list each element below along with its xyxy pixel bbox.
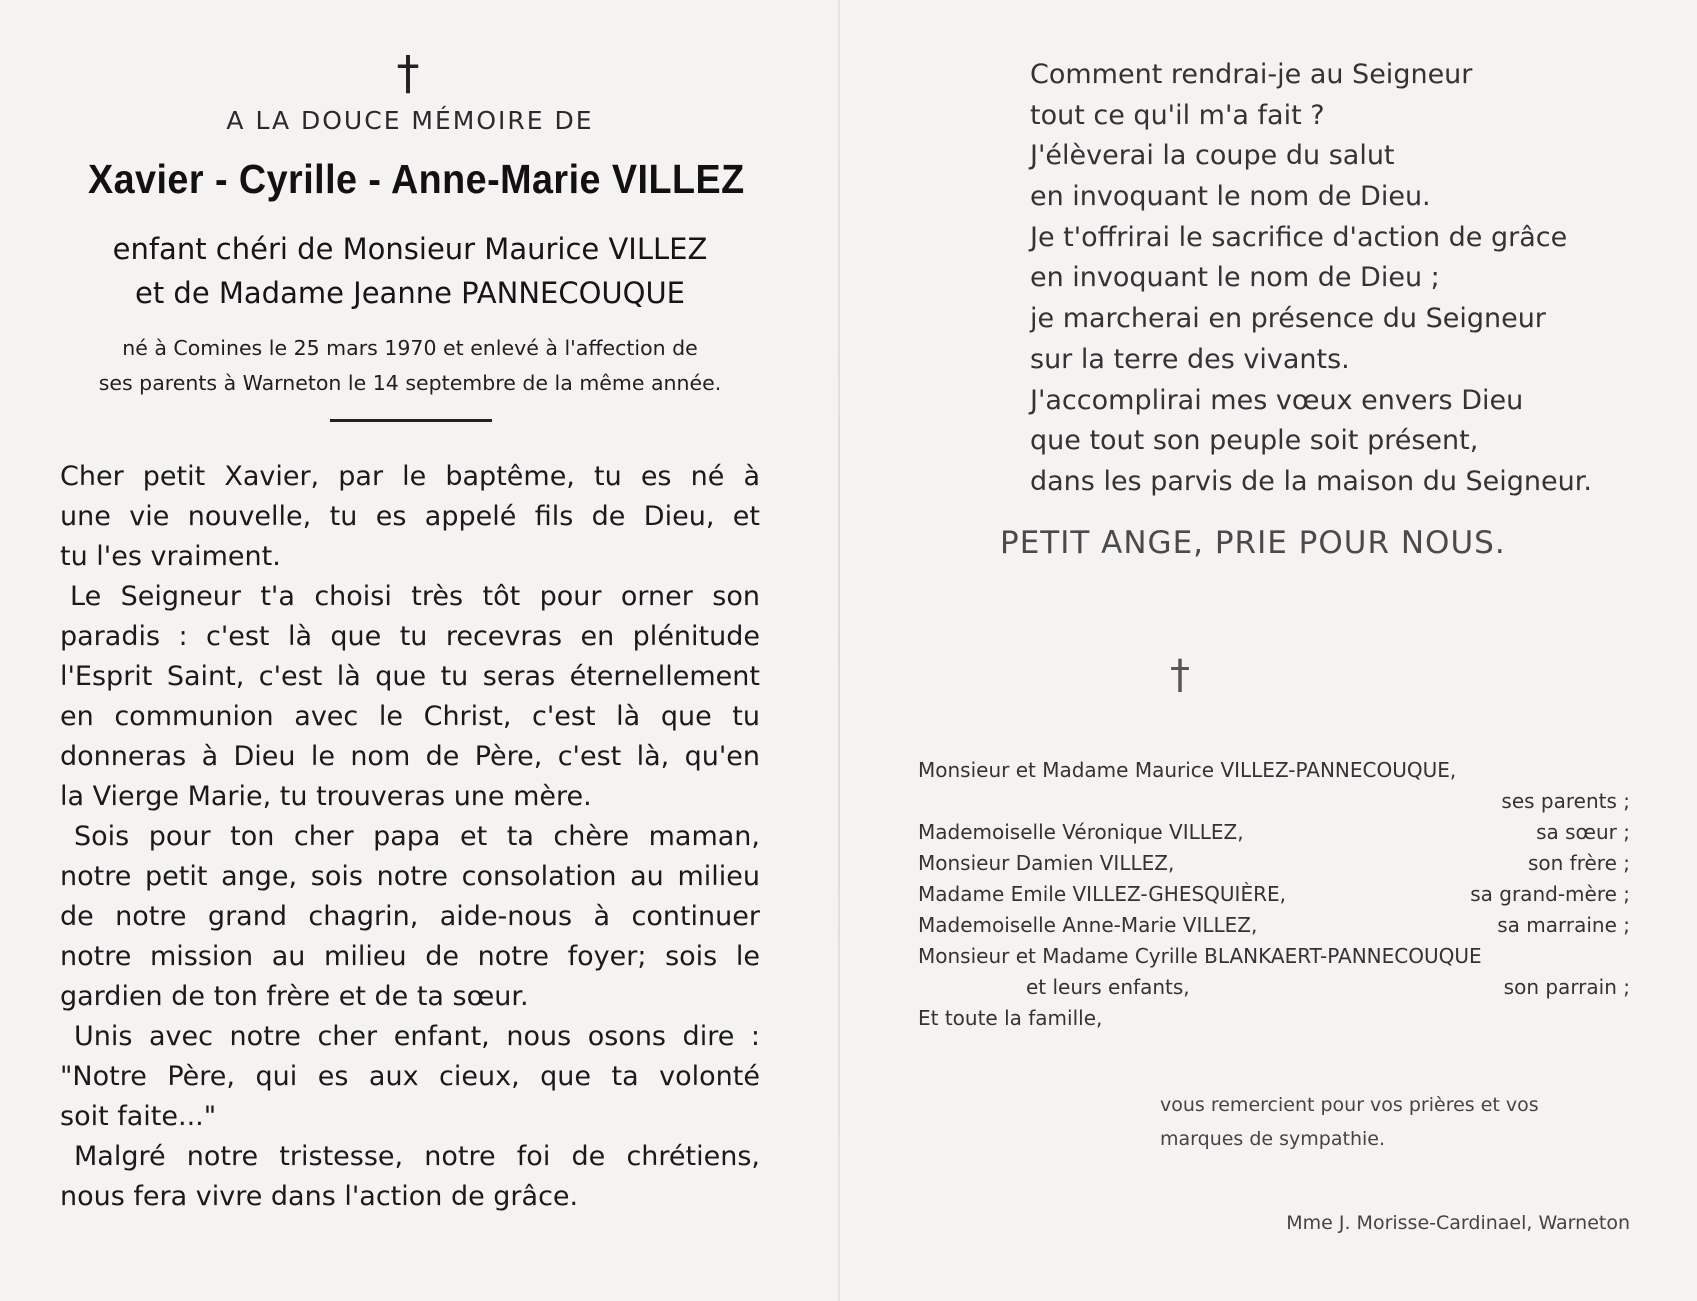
family-row: [918, 817, 1630, 848]
family-list: [918, 755, 1630, 1034]
family-role: son frère ;: [1527, 851, 1630, 875]
thanks-line: marques de sympathie.: [1160, 1128, 1386, 1150]
prose-line: donneras à Dieu le nom de Père, c'est là, qu'en: [60, 741, 760, 772]
family-row: [918, 1003, 1630, 1034]
family-row: [918, 879, 1630, 910]
family-role: sa sœur ;: [1536, 820, 1630, 844]
family-name: Monsieur Damien VILLEZ,: [918, 851, 1175, 875]
family-role: sa marraine ;: [1497, 913, 1630, 937]
psalm-line: J'accomplirai mes vœux envers Dieu: [1030, 384, 1524, 416]
prose-line: Cher petit Xavier, par le baptême, tu es né à: [60, 461, 760, 492]
family-name: Madame Emile VILLEZ-GHESQUIÈRE,: [918, 882, 1286, 906]
psalm-line: en invoquant le nom de Dieu.: [1030, 181, 1431, 213]
family-role: son parrain ;: [1503, 975, 1630, 999]
prose-line: la Vierge Marie, tu trouveras une mère.: [60, 781, 592, 812]
psalm-line: Comment rendrai-je au Seigneur: [1030, 59, 1473, 90]
psalm-line: je marcherai en présence du Seigneur: [1030, 303, 1546, 335]
psalm-line: J'élèverai la coupe du salut: [1030, 140, 1395, 172]
family-name: Mademoiselle Anne-Marie VILLEZ,: [918, 913, 1258, 937]
prose-line: Le Seigneur t'a choisi très tôt pour orner son: [70, 581, 760, 612]
thanks-text: [1160, 1088, 1539, 1156]
family-row: [918, 910, 1630, 941]
family-row: [918, 848, 1630, 879]
prayer-invocation: PETIT ANGE, PRIE POUR NOUS.: [1000, 525, 1506, 561]
psalm-text: [1030, 55, 1630, 503]
fold-line: [838, 0, 840, 1301]
memorial-heading: A LA DOUCE MÉMOIRE DE: [226, 106, 594, 135]
family-name: Monsieur et Madame Maurice VILLEZ-PANNECOUQUE,: [918, 758, 1457, 782]
prose-line: gardien de ton frère et de ta sœur.: [60, 981, 529, 1012]
parents-line-1: enfant chéri de Monsieur Maurice VILLEZ: [112, 232, 708, 266]
dates-line-2: ses parents à Warneton le 14 septembre de la même année.: [98, 371, 722, 395]
family-name: et leurs enfants,: [1026, 975, 1190, 999]
psalm-line: tout ce qu'il m'a fait ?: [1030, 99, 1325, 131]
family-role: sa grand-mère ;: [1470, 882, 1630, 906]
family-name: Monsieur et Madame Cyrille BLANKAERT-PANNECOUQUE: [918, 944, 1482, 968]
deceased-name: Xavier - Cyrille - Anne-Marie VILLEZ: [88, 156, 745, 202]
psalm-line: Je t'offrirai le sacrifice d'action de grâce: [1030, 221, 1568, 253]
thanks-line: vous remercient pour vos prières et vos: [1160, 1094, 1539, 1116]
psalm-line: sur la terre des vivants.: [1030, 343, 1350, 375]
family-name: Et toute la famille,: [918, 1006, 1103, 1030]
prose-line: de notre grand chagrin, aide-nous à continuer: [60, 901, 760, 932]
psalm-line: dans les parvis de la maison du Seigneur.: [1030, 465, 1592, 497]
prose-line: Unis avec notre cher enfant, nous osons dire :: [74, 1021, 760, 1052]
prose-line: l'Esprit Saint, c'est là que tu seras éternellement: [60, 661, 760, 692]
cross-icon: †: [396, 46, 420, 100]
family-row: [918, 755, 1630, 786]
prose-line: "Notre Père, qui es aux cieux, que ta volonté: [60, 1061, 760, 1092]
dates-line-1: né à Comines le 25 mars 1970 et enlevé à l'affection de: [122, 336, 698, 360]
prose-line: tu l'es vraiment.: [60, 541, 281, 572]
printer-credit: Mme J. Morisse-Cardinael, Warneton: [1286, 1212, 1630, 1234]
prose-line: Malgré notre tristesse, notre foi de chrétiens,: [74, 1141, 760, 1172]
psalm-line: que tout son peuple soit présent,: [1030, 425, 1479, 457]
prose-text: [60, 457, 760, 1217]
prose-line: une vie nouvelle, tu es appelé fils de Dieu, et: [60, 501, 760, 532]
prose-line: notre petit ange, sois notre consolation au milieu: [60, 861, 760, 892]
prose-line: nous fera vivre dans l'action de grâce.: [60, 1181, 579, 1212]
psalm-line: en invoquant le nom de Dieu ;: [1030, 262, 1440, 294]
divider: [330, 419, 492, 422]
parents-line-2: et de Madame Jeanne PANNECOUQUE: [134, 276, 686, 310]
prose-line: paradis : c'est là que tu recevras en plénitude: [60, 621, 760, 652]
cross-icon: †: [1170, 652, 1190, 698]
family-name: Mademoiselle Véronique VILLEZ,: [918, 820, 1244, 844]
prose-line: notre mission au milieu de notre foyer; sois le: [60, 941, 760, 972]
family-row: [918, 941, 1630, 972]
family-role: ses parents ;: [1501, 789, 1630, 813]
family-row: [918, 972, 1630, 1003]
family-row: [918, 786, 1630, 817]
prose-line: en communion avec le Christ, c'est là que tu: [60, 701, 760, 732]
prose-line: Sois pour ton cher papa et ta chère maman,: [74, 821, 760, 852]
prose-line: soit faite...": [60, 1101, 217, 1132]
